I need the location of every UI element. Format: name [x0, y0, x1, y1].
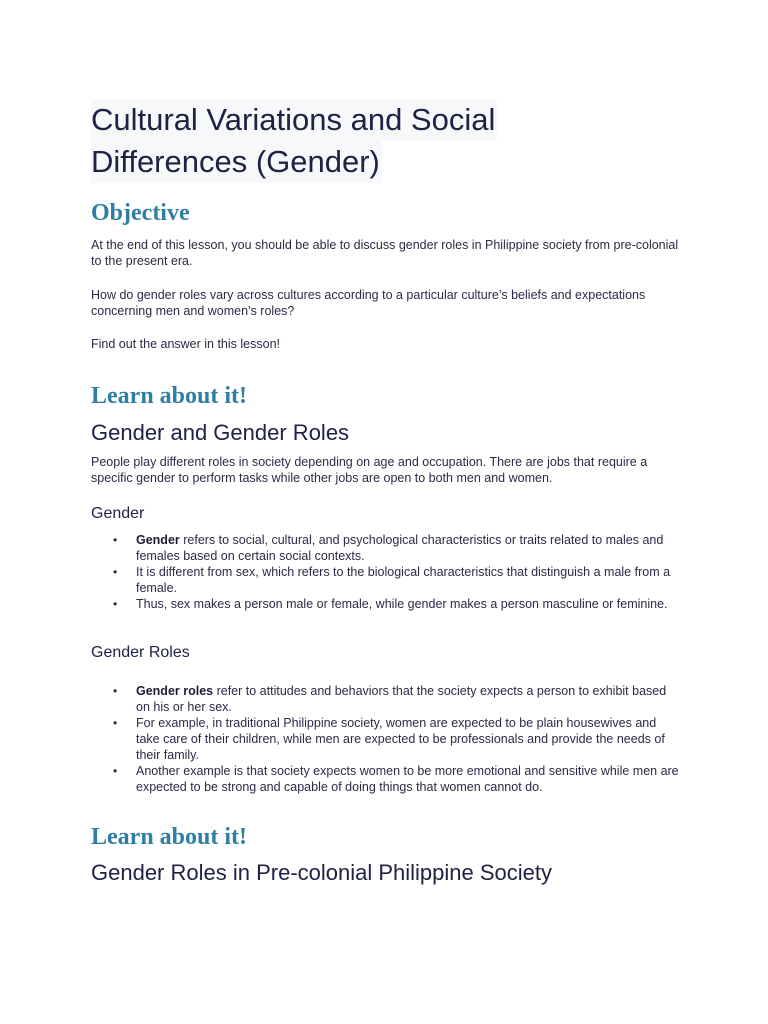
list-item — [91, 763, 681, 795]
page-title-line-2: Differences (Gender) — [91, 141, 382, 183]
gender-heading: Gender — [91, 505, 145, 522]
pre-colonial-gender-roles-heading: Gender Roles in Pre-colonial Philippine Society — [91, 860, 553, 885]
list-item — [91, 683, 681, 715]
objective-heading: Objective — [91, 200, 190, 226]
gender-roles-intro-paragraph: People play different roles in society depending on age and occupation. There are jobs that require a specific gender to perform tasks while other jobs are open to both men and women. — [91, 455, 648, 485]
list-item — [91, 564, 681, 596]
objective-paragraph-3: Find out the answer in this lesson! — [91, 337, 280, 351]
list-item-text: refers to social, cultural, and psychological characteristics or traits related to males and females based on certain social contexts. — [136, 533, 664, 563]
bold-term: Gender — [136, 533, 180, 547]
bullet-icon: • — [113, 565, 118, 579]
list-item-text: For example, in traditional Philippine society, women are expected to be plain housewives and take care of their children, while men are expected to be professionals and provide the needs of their family. — [136, 716, 665, 762]
bullet-icon: • — [113, 533, 118, 547]
bullet-icon: • — [113, 684, 118, 698]
list-item — [91, 596, 681, 612]
list-item-text: refer to attitudes and behaviors that the society expects a person to exhibit based on his or her sex. — [136, 684, 667, 714]
learn-about-it-heading-2: Learn about it! — [91, 824, 247, 850]
list-item-text: Thus, sex makes a person male or female, while gender makes a person masculine or feminine. — [136, 597, 668, 611]
list-item — [91, 715, 681, 763]
objective-paragraph-1: At the end of this lesson, you should be able to discuss gender roles in Philippine society from pre-colonial to the present era. — [91, 238, 679, 268]
objective-paragraph-2: How do gender roles vary across cultures according to a particular culture’s beliefs and expectations concerning men and women’s roles? — [91, 288, 646, 318]
list-item-text: Another example is that society expects women to be more emotional and sensitive while men are expected to be strong and capable of doing things that women cannot do. — [136, 764, 679, 794]
page-title — [91, 99, 691, 183]
list-item — [91, 532, 681, 564]
bold-term: Gender roles — [136, 684, 214, 698]
list-item-text: It is different from sex, which refers to the biological characteristics that distinguish a male from a female. — [136, 565, 671, 595]
gender-and-gender-roles-heading: Gender and Gender Roles — [91, 420, 350, 445]
bullet-icon: • — [113, 764, 118, 778]
page-title-line-1: Cultural Variations and Social — [91, 99, 497, 141]
gender-bullet-list — [91, 532, 681, 612]
bullet-icon: • — [113, 716, 118, 730]
learn-about-it-heading-1: Learn about it! — [91, 383, 247, 409]
bullet-icon: • — [113, 597, 118, 611]
gender-roles-heading: Gender Roles — [91, 644, 190, 661]
gender-roles-bullet-list — [91, 683, 681, 795]
